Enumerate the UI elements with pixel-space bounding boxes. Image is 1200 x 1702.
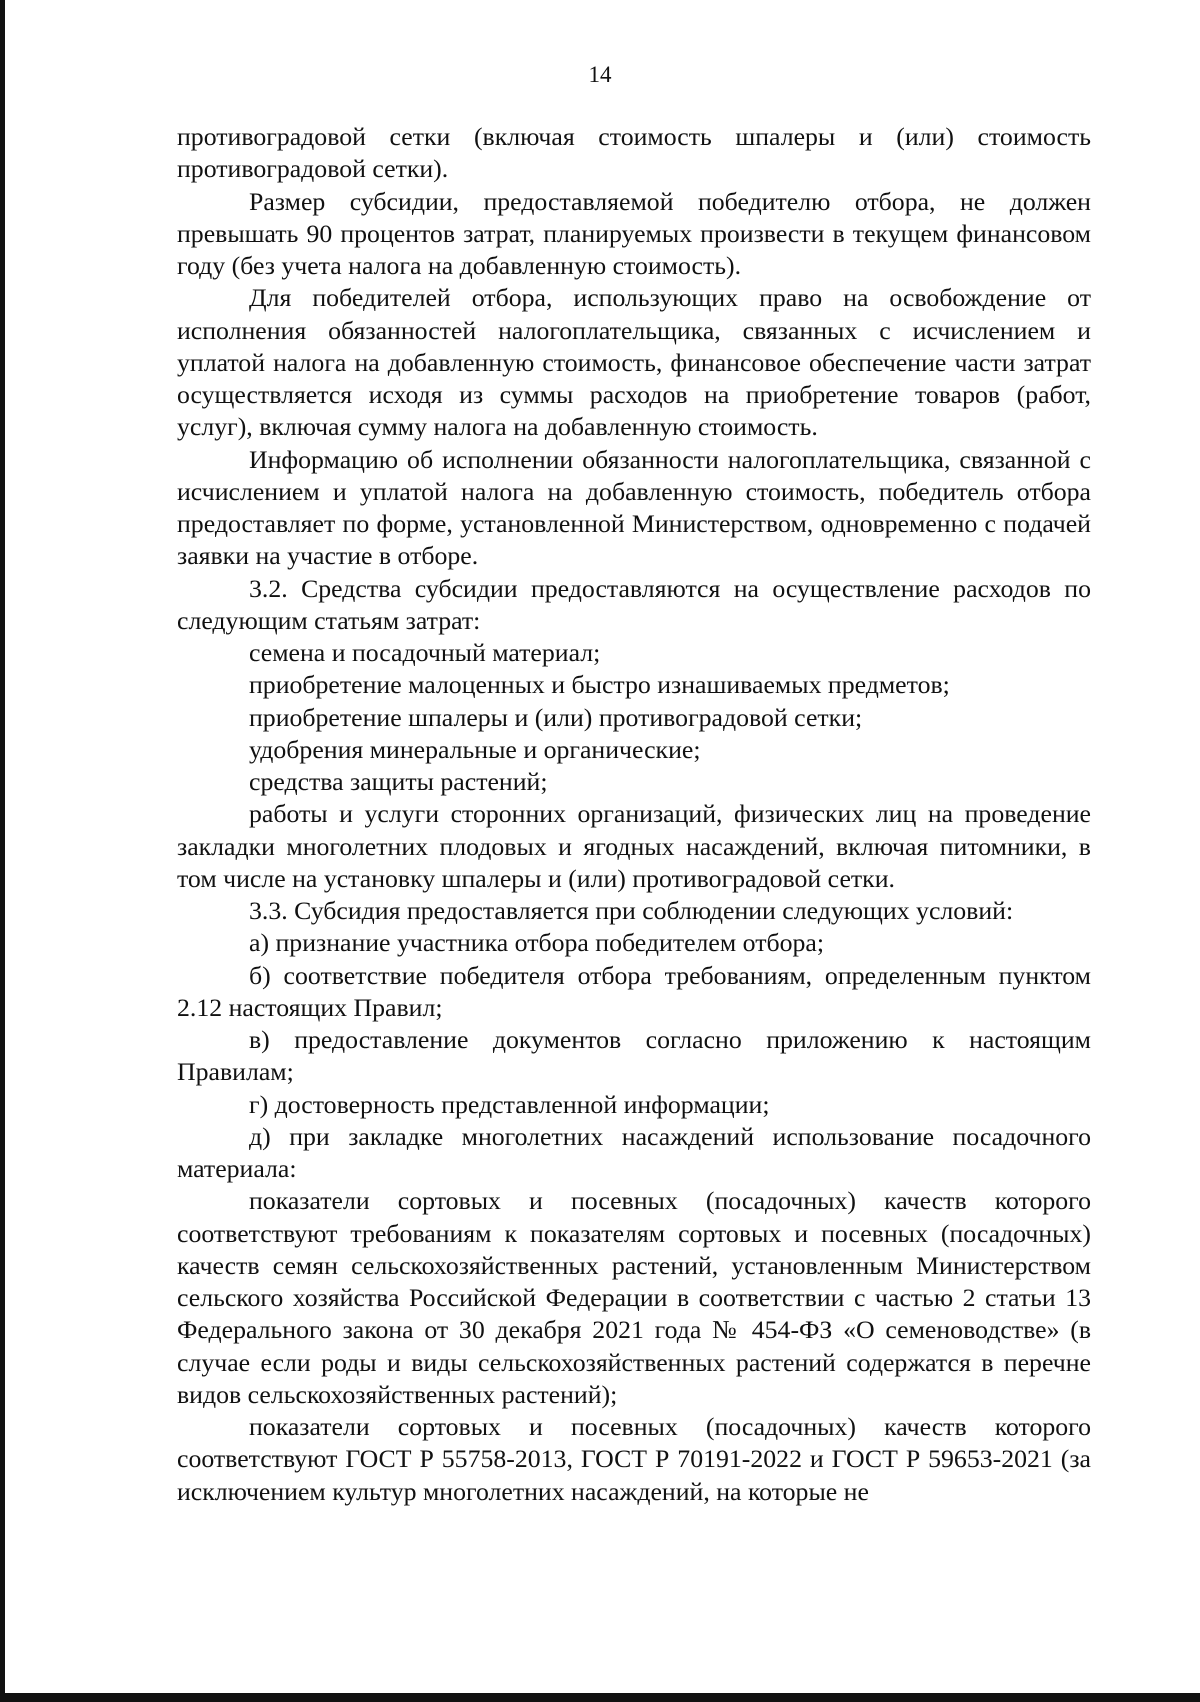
list-item-fertilizers: удобрения минеральные и органические; bbox=[249, 734, 701, 764]
condition-b: б) соответствие победителя отбора требованиям, определенным пунктом 2.12 настоящих Правил; bbox=[177, 960, 1091, 1022]
paragraph-subsidy-size: Размер субсидии, предоставляемой победителю отбора, не должен превышать 90 процентов затрат, планируемых произвести в текущем финансовом году (без учета налога на добавленную стоимость). bbox=[177, 186, 1091, 280]
condition-d: д) при закладке многолетних насаждений использование посадочного материала: bbox=[177, 1121, 1091, 1183]
condition-g: г) достоверность представленной информации; bbox=[249, 1089, 770, 1119]
condition-d-indicators-2: показатели сортовых и посевных (посадочных) качеств которого соответствуют ГОСТ Р 55758-2013, ГОСТ Р 70191-2022 и ГОСТ Р 59653-2021 (за исключением культур многолетних насаждений, на которые не bbox=[177, 1412, 1091, 1506]
paragraph-continuation: противоградовой сетки (включая стоимость шпалеры и (или) стоимость противоградовой сетки). bbox=[177, 122, 1091, 184]
list-item-seeds: семена и посадочный материал; bbox=[249, 638, 601, 667]
list-item-third-party-services: работы и услуги сторонних организаций, физических лиц на проведение закладки многолетних плодовых и ягодных насаждений, включая питомники, в том числе на установку шпалеры и (или) противоградовой сетки. bbox=[177, 799, 1091, 893]
paragraph-3-3: 3.3. Субсидия предоставляется при соблюдении следующих условий: bbox=[249, 896, 1014, 925]
list-item-trellis: приобретение шпалеры и (или) противоградовой сетки; bbox=[249, 702, 863, 732]
paragraph-3-2: 3.2. Средства субсидии предоставляются на осуществление расходов по следующим статьям затрат: bbox=[177, 573, 1091, 635]
scan-bottom-edge bbox=[0, 1693, 1200, 1702]
list-item-plant-protection: средства защиты растений; bbox=[249, 767, 548, 796]
paragraph-tax-info: Информацию об исполнении обязанности налогоплательщика, связанной с исчислением и уплатой налога на добавленную стоимость, победитель отбора предоставляет по форме, установленной Министерством, одновременно с подачей заявки на участие в отборе. bbox=[177, 444, 1091, 571]
scan-left-edge bbox=[0, 0, 5, 1702]
condition-v: в) предоставление документов согласно приложению к настоящим Правилам; bbox=[177, 1025, 1091, 1087]
page-number: 14 bbox=[588, 62, 612, 87]
list-item-low-value-items: приобретение малоценных и быстро изнашиваемых предметов; bbox=[249, 670, 950, 700]
condition-a: а) признание участника отбора победителем отбора; bbox=[249, 928, 825, 958]
condition-d-indicators-1: показатели сортовых и посевных (посадочных) качеств которого соответствуют требованиям к показателям сортовых и посевных (посадочных) качеств семян сельскохозяйственных растений, установленным Министерством сельского хозяйства Российской Федерации в соответствии с частью 2 статьи 13 Федерального закона от 30 декабря 2021 года № 454-ФЗ «О семеноводстве» (в случае если роды и виды сельскохозяйственных растений содержатся в перечне видов сельскохозяйственных растений); bbox=[177, 1186, 1091, 1409]
document-body bbox=[177, 121, 1091, 1508]
paragraph-vat-exemption: Для победителей отбора, использующих право на освобождение от исполнения обязанностей налогоплательщика, связанных с исчислением и уплатой налога на добавленную стоимость, финансовое обеспечение части затрат осуществляется исходя из суммы расходов на приобретение товаров (работ, услуг), включая сумму налога на добавленную стоимость. bbox=[177, 283, 1091, 442]
